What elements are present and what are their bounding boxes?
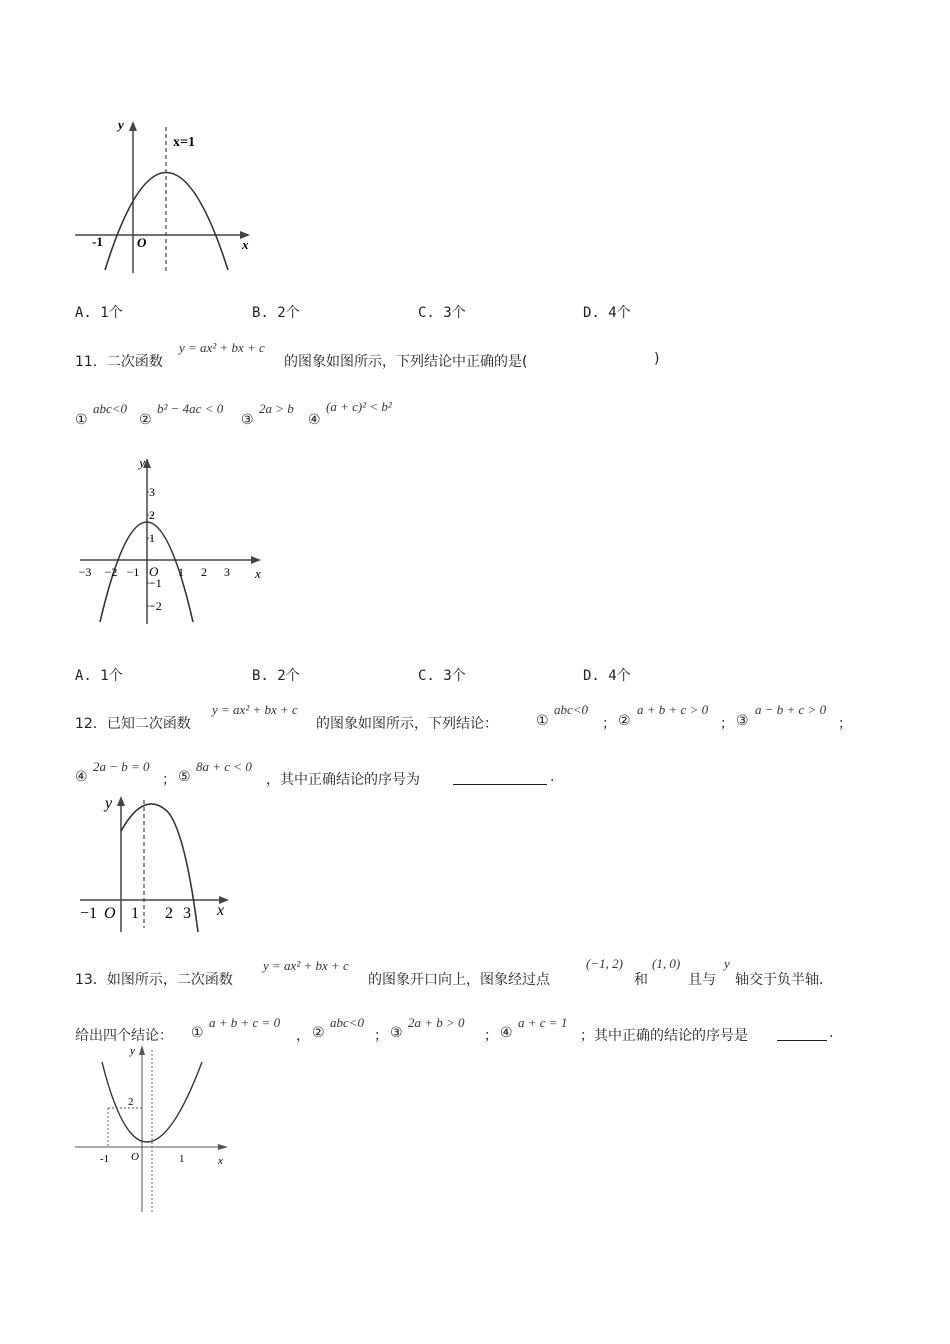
q10-graph-y-label: y bbox=[118, 117, 124, 132]
q12-graph-x-label: x bbox=[217, 902, 225, 919]
q11-circle-3: ③ bbox=[241, 412, 254, 428]
q11-graph-xtick: −1 bbox=[126, 565, 140, 579]
q13-formula: y = ax² + bx + c bbox=[263, 958, 349, 973]
q11-graph-ytick: −1 bbox=[149, 576, 162, 590]
q11-graph-ytick: 3 bbox=[149, 485, 155, 499]
q13-and: 和 bbox=[634, 972, 648, 988]
q12-graph-xtick-1: 1 bbox=[131, 905, 139, 922]
q10-graph-minus1: -1 bbox=[92, 234, 103, 249]
q12-statement-5: 8a + c < 0 bbox=[196, 759, 252, 774]
q13-period: . bbox=[829, 1025, 834, 1041]
q13-text-1: 的图象开口向上，图象经过点 bbox=[368, 972, 550, 988]
q11-option-c: C. 3个 bbox=[418, 668, 466, 684]
q12-graph bbox=[75, 790, 245, 935]
q13-graph bbox=[70, 1040, 235, 1215]
q13-statement-2: abc<0 bbox=[330, 1015, 365, 1030]
q12-sep-3: ； bbox=[838, 716, 852, 732]
q13-answer-blank bbox=[777, 1026, 827, 1041]
q13-graph-origin: O bbox=[131, 1151, 139, 1163]
q11-statement-3: 2a > b bbox=[259, 401, 294, 416]
q12-circle-5: ⑤ bbox=[178, 769, 191, 785]
q10-option-a: A. 1个 bbox=[75, 305, 123, 321]
q11-statement-1: abc<0 bbox=[93, 401, 128, 416]
q11-graph-xtick: 3 bbox=[224, 565, 230, 579]
q12-formula: y = ax² + bx + c bbox=[212, 702, 298, 717]
q10-option-d: D. 4个 bbox=[583, 305, 631, 321]
q11-formula: y = ax² + bx + c bbox=[179, 340, 265, 355]
q13-sep-2: ； bbox=[374, 1028, 388, 1044]
q11-graph-xtick: −2 bbox=[104, 565, 118, 579]
q13-graph-xtick-1: 1 bbox=[179, 1153, 185, 1165]
q12-sep-2: ； bbox=[720, 716, 734, 732]
q12-sep-1: ； bbox=[602, 716, 616, 732]
q12-question: 的图象如图所示，下列结论： bbox=[316, 716, 498, 732]
q13-question-tail: ；其中正确的结论的序号是 bbox=[580, 1028, 748, 1044]
q12-sep-4: ； bbox=[162, 772, 176, 788]
q12-statement-2: a + b + c > 0 bbox=[637, 702, 709, 717]
q12-statement-1: abc<0 bbox=[554, 702, 589, 717]
q12-circle-1: ① bbox=[536, 713, 549, 729]
q12-graph-origin: O bbox=[104, 905, 116, 922]
q13-circle-4: ④ bbox=[500, 1025, 513, 1041]
q11-graph-y-label: y bbox=[139, 455, 145, 470]
q12-circle-2: ② bbox=[618, 713, 631, 729]
q10-graph-x-label: x bbox=[242, 237, 249, 252]
q11-graph-xtick: 2 bbox=[201, 565, 207, 579]
q10-graph bbox=[70, 115, 260, 275]
q12-circle-4: ④ bbox=[75, 769, 88, 785]
q11-graph-x-label: x bbox=[255, 566, 261, 581]
q13-graph-xtick-minus1: -1 bbox=[100, 1153, 110, 1165]
q13-point-1: (−1, 2) bbox=[586, 956, 623, 971]
q11-graph-ytick: 1 bbox=[149, 531, 155, 545]
q11-number: 11．二次函数 bbox=[75, 354, 163, 370]
q12-statement-3: a − b + c > 0 bbox=[755, 702, 827, 717]
q13-statement-4: a + c = 1 bbox=[518, 1015, 568, 1030]
q12-graph-minus1: −1 bbox=[80, 905, 98, 922]
q13-text-2: 且与 bbox=[688, 972, 716, 988]
q11-circle-4: ④ bbox=[308, 412, 321, 428]
q13-graph-x-label: x bbox=[218, 1155, 223, 1167]
q13-point-2: (1, 0) bbox=[652, 956, 681, 971]
q11-question: 的图象如图所示，下列结论中正确的是( bbox=[284, 354, 528, 370]
q11-graph-ytick: −2 bbox=[149, 599, 162, 613]
q11-statement-4: (a + c)² < b² bbox=[326, 399, 392, 414]
q11-graph-xtick: 1 bbox=[178, 565, 184, 579]
q11-option-a: A. 1个 bbox=[75, 668, 123, 684]
q12-statement-4: 2a − b = 0 bbox=[93, 759, 150, 774]
q13-y-var: y bbox=[724, 956, 730, 971]
q13-text-3: 轴交于负半轴. bbox=[735, 972, 824, 988]
q13-graph-ytick-2: 2 bbox=[128, 1096, 134, 1108]
q10-option-b: B. 2个 bbox=[252, 305, 300, 321]
q13-line2-intro: 给出四个结论： bbox=[75, 1028, 173, 1044]
q11-circle-1: ① bbox=[75, 412, 88, 428]
q13-circle-2: ② bbox=[312, 1025, 325, 1041]
q13-statement-1: a + b + c = 0 bbox=[209, 1015, 281, 1030]
q12-number: 12．已知二次函数 bbox=[75, 716, 191, 732]
q13-sep-1: ， bbox=[296, 1028, 310, 1044]
q11-close-paren: ) bbox=[654, 351, 660, 367]
q11-circle-2: ② bbox=[139, 412, 152, 428]
q11-graph-ytick: 2 bbox=[149, 508, 155, 522]
q10-option-c: C. 3个 bbox=[418, 305, 466, 321]
q11-statement-2: b² − 4ac < 0 bbox=[157, 401, 224, 416]
q13-sep-3: ； bbox=[484, 1028, 498, 1044]
q10-graph-origin: O bbox=[137, 235, 147, 250]
q11-option-b: B. 2个 bbox=[252, 668, 300, 684]
q13-number: 13．如图所示，二次函数 bbox=[75, 972, 233, 988]
q11-graph bbox=[75, 452, 270, 632]
q13-circle-1: ① bbox=[191, 1025, 204, 1041]
q13-circle-3: ③ bbox=[390, 1025, 403, 1041]
q13-statement-3: 2a + b > 0 bbox=[408, 1015, 465, 1030]
q12-period: . bbox=[550, 769, 555, 785]
q11-option-d: D. 4个 bbox=[583, 668, 631, 684]
q13-graph-y-label: y bbox=[130, 1045, 135, 1057]
q12-graph-y-label: y bbox=[105, 795, 113, 812]
q12-circle-3: ③ bbox=[736, 713, 749, 729]
q10-graph-axis-of-symmetry: x=1 bbox=[173, 135, 195, 150]
q12-answer-blank bbox=[453, 770, 547, 785]
q12-graph-xtick-2: 2 bbox=[165, 905, 173, 922]
q12-graph-xtick-3: 3 bbox=[183, 905, 191, 922]
q11-graph-origin: O bbox=[149, 564, 159, 579]
q12-question-tail: ，其中正确结论的序号为 bbox=[266, 772, 420, 788]
q11-graph-xtick: −3 bbox=[78, 565, 92, 579]
